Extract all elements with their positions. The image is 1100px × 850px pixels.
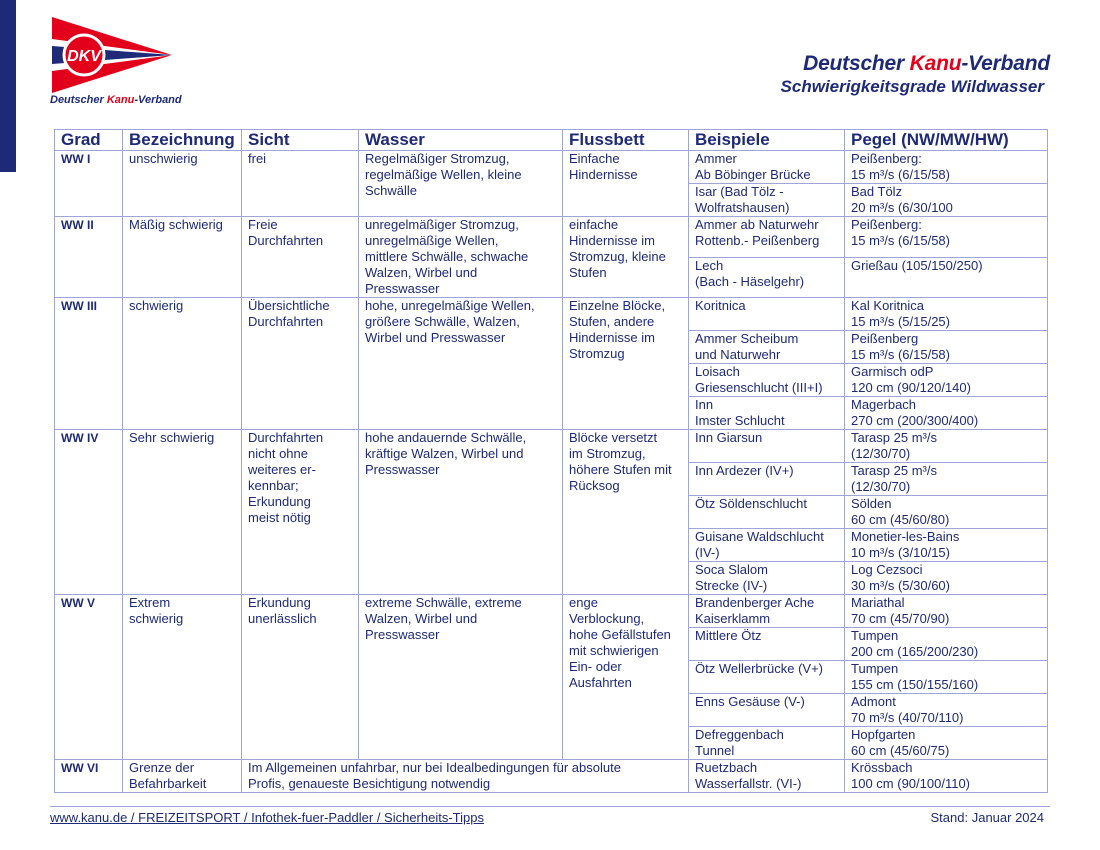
pegel-cell-line: Kal Koritnica	[851, 298, 924, 313]
pegel-cell-line: Tarasp 25 m³/s	[851, 463, 937, 478]
bezeichnung-cell-line: unschwierig	[129, 151, 198, 166]
example-cell-line: (Bach - Häselgehr)	[695, 273, 805, 289]
wasser-cell	[359, 217, 563, 298]
example-cell-line: Rottenb.- Peißenberg	[695, 233, 820, 248]
sicht-cell-line: weiteres er-	[248, 462, 316, 477]
pegel-cell-line: Krössbach	[851, 760, 913, 775]
flussbett-cell-line: hohe Gefällstufen	[569, 627, 671, 642]
sicht-cell-line: Durchfahrten	[248, 314, 324, 329]
example-cell-line: Ammer Scheibum	[695, 331, 799, 346]
flussbett-cell-line: Stromzug	[569, 346, 625, 361]
pegel-cell-line: Bad Tölz	[851, 184, 903, 199]
example-cell-line: Koritnica	[695, 298, 746, 313]
wasser-cell	[359, 430, 563, 595]
sicht-cell-line: frei	[248, 151, 267, 166]
footer-date: Stand: Januar 2024	[930, 810, 1044, 825]
sicht-cell	[242, 595, 359, 760]
bezeichnung-cell	[123, 595, 242, 760]
pegel-cell-line: 60 cm (45/60/80)	[851, 512, 950, 527]
flussbett-cell-line: Hindernisse im	[569, 330, 655, 345]
bezeichnung-cell-line: Grenze der	[129, 760, 195, 775]
pegel-cell	[845, 562, 1048, 595]
flussbett-cell	[563, 217, 689, 298]
difficulty-table	[54, 129, 1048, 793]
wasser-cell-line: kräftige Walzen, Wirbel und	[365, 446, 524, 461]
flussbett-cell	[563, 298, 689, 430]
example-cell	[689, 496, 845, 529]
flussbett-cell-line: einfache	[569, 217, 619, 232]
grade-cell-line: WW V	[61, 596, 95, 610]
pegel-cell-line: Peißenberg:	[851, 151, 922, 166]
bezeichnung-cell-line: Befahrbarkeit	[129, 776, 207, 791]
example-cell	[689, 694, 845, 727]
pegel-cell-line: Tarasp 25 m³/s	[851, 430, 937, 445]
dkv-flag-icon	[50, 15, 175, 95]
document-title: Schwierigkeitsgrade Wildwasser	[780, 77, 1044, 96]
example-cell-line: Ammer ab Naturwehr	[695, 217, 819, 232]
flussbett-cell-line: enge	[569, 595, 598, 610]
pegel-cell-line: Tumpen	[851, 628, 899, 643]
example-cell-line: Tunnel	[695, 743, 735, 758]
wasser-cell-line: größere Schwälle, Walzen,	[365, 314, 520, 329]
grade-cell-line: WW II	[61, 218, 94, 232]
col-header-flussbett: Flussbett	[563, 130, 689, 151]
example-cell	[689, 562, 845, 595]
example-cell-line: Strecke (IV-)	[695, 578, 768, 593]
pegel-cell	[845, 184, 1048, 217]
example-cell	[689, 217, 845, 258]
flussbett-cell	[563, 151, 689, 217]
table-row	[55, 430, 1048, 463]
bezeichnung-cell-line: schwierig	[129, 611, 184, 626]
bezeichnung-cell-line: Sehr schwierig	[129, 430, 215, 445]
logo-caption: Deutscher Kanu-Verband	[50, 94, 182, 106]
wasser-cell-line: Schwälle	[365, 183, 418, 198]
example-cell	[689, 397, 845, 430]
example-cell	[689, 151, 845, 184]
example-cell	[689, 628, 845, 661]
flussbett-cell-line: Hindernisse im	[569, 233, 655, 248]
flussbett-cell	[563, 595, 689, 760]
wasser-cell-line: Presswasser	[365, 281, 440, 296]
example-cell-line: Inn Ardezer (IV+)	[695, 463, 794, 478]
example-cell-line: Guisane Waldschlucht	[695, 529, 824, 544]
pegel-cell-line: Monetier-les-Bains	[851, 529, 960, 544]
bezeichnung-cell-line: Extrem	[129, 595, 171, 610]
example-cell	[689, 529, 845, 562]
pegel-cell-line: Grießau (105/150/250)	[851, 257, 983, 273]
wasser-cell-line: mittlere Schwälle, schwache	[365, 249, 529, 264]
pegel-cell-line: Log Cezsoci	[851, 562, 923, 577]
wasser-cell-line: Presswasser	[365, 627, 440, 642]
description-merged-cell	[242, 760, 689, 793]
pegel-cell-line: Admont	[851, 694, 896, 709]
sicht-cell	[242, 217, 359, 298]
flussbett-cell-line: mit schwierigen	[569, 643, 659, 658]
sidebar-accent-bar	[0, 0, 16, 172]
sicht-cell-line: Erkundung	[248, 595, 311, 610]
wasser-cell-line: Walzen, Wirbel und	[365, 265, 478, 280]
pegel-cell-line: 10 m³/s (3/10/15)	[851, 545, 950, 560]
sicht-cell	[242, 151, 359, 217]
dkv-logo	[50, 15, 182, 107]
wasser-cell-line: regelmäßige Wellen, kleine	[365, 167, 522, 182]
pegel-cell-line: 15 m³/s (6/15/58)	[851, 167, 950, 182]
sicht-cell-line: nicht ohne	[248, 446, 308, 461]
grade-cell-line: WW I	[61, 152, 91, 166]
flussbett-cell-line: Ein- oder	[569, 659, 622, 674]
logo-letters: DKV	[67, 48, 101, 65]
flussbett-cell-line: Stufen, andere	[569, 314, 655, 329]
example-cell-line: Ruetzbach	[695, 760, 758, 775]
example-cell-line: Griesenschlucht (III+I)	[695, 380, 823, 395]
sicht-cell-line: Übersichtliche	[248, 298, 330, 313]
example-cell	[689, 760, 845, 793]
pegel-cell-line: 120 cm (90/120/140)	[851, 380, 971, 395]
pegel-cell	[845, 496, 1048, 529]
pegel-cell-line: (12/30/70)	[851, 479, 911, 494]
example-cell	[689, 595, 845, 628]
flussbett-cell-line: im Stromzug,	[569, 446, 646, 461]
flussbett-cell-line: Stufen	[569, 265, 607, 280]
pegel-cell	[845, 397, 1048, 430]
col-header-bezeichnung: Bezeichnung	[123, 130, 242, 151]
example-cell	[689, 331, 845, 364]
example-cell-line: Ab Böbinger Brücke	[695, 167, 811, 182]
example-cell	[689, 430, 845, 463]
wasser-cell-line: hohe, unregelmäßige Wellen,	[365, 298, 535, 313]
table-row	[55, 298, 1048, 331]
example-cell	[689, 463, 845, 496]
pegel-cell-line: 15 m³/s (6/15/58)	[851, 347, 950, 362]
pegel-cell-line: 70 m³/s (40/70/110)	[851, 710, 964, 725]
footer-link[interactable]: www.kanu.de / FREIZEITSPORT / Infothek-fuer-Paddler / Sicherheits-Tipps	[50, 810, 484, 825]
flussbett-cell-line: Hindernisse	[569, 167, 638, 182]
example-cell-line: Mittlere Ötz	[695, 628, 762, 643]
wasser-cell-line: unregelmäßige Wellen,	[365, 233, 499, 248]
example-cell	[689, 257, 845, 298]
pegel-cell-line: 60 cm (45/60/75)	[851, 743, 950, 758]
pegel-cell-line: 70 cm (45/70/90)	[851, 611, 950, 626]
example-cell-line: (IV-)	[695, 545, 720, 560]
footer-divider	[50, 806, 1050, 807]
example-cell-line: Defreggenbach	[695, 727, 784, 742]
pegel-cell	[845, 727, 1048, 760]
grade-cell	[55, 595, 123, 760]
bezeichnung-cell	[123, 217, 242, 298]
pegel-cell-line: 20 m³/s (6/30/100	[851, 200, 953, 215]
example-cell-line: Loisach	[695, 364, 740, 379]
pegel-cell	[845, 661, 1048, 694]
table-row	[55, 151, 1048, 184]
wasser-cell-line: unregelmäßiger Stromzug,	[365, 217, 519, 232]
pegel-cell	[845, 331, 1048, 364]
col-header-pegel: Pegel (NW/MW/HW)	[845, 130, 1048, 151]
bezeichnung-cell	[123, 151, 242, 217]
grade-cell	[55, 760, 123, 793]
pegel-cell-line: 100 cm (90/100/110)	[851, 776, 970, 791]
wasser-cell-line: Regelmäßiger Stromzug,	[365, 151, 510, 166]
flussbett-cell-line: Blöcke versetzt	[569, 430, 658, 445]
flussbett-cell	[563, 430, 689, 595]
pegel-cell	[845, 217, 1048, 258]
example-cell-line: Brandenberger Ache	[695, 595, 815, 610]
wasser-cell-line: Walzen, Wirbel und	[365, 611, 478, 626]
document-header	[781, 52, 1050, 97]
sicht-cell-line: meist nötig	[248, 510, 311, 525]
pegel-cell-line: 155 cm (150/155/160)	[851, 677, 979, 692]
bezeichnung-cell-line: schwierig	[129, 298, 184, 313]
pegel-cell	[845, 595, 1048, 628]
example-cell-line: Isar (Bad Tölz -	[695, 184, 784, 199]
pegel-cell-line: 15 m³/s (5/15/25)	[851, 314, 950, 329]
pegel-cell-line: Tumpen	[851, 661, 899, 676]
sicht-cell-line: kennbar;	[248, 478, 299, 493]
example-cell-line: Wasserfallstr. (VI-)	[695, 776, 802, 791]
sicht-cell-line: Freie	[248, 217, 278, 232]
pegel-cell-line: 30 m³/s (5/30/60)	[851, 578, 950, 593]
pegel-cell	[845, 151, 1048, 184]
pegel-cell-line: Magerbach	[851, 397, 917, 412]
table-row	[55, 595, 1048, 628]
example-cell	[689, 298, 845, 331]
wasser-cell	[359, 298, 563, 430]
pegel-cell	[845, 298, 1048, 331]
sicht-cell	[242, 298, 359, 430]
pegel-cell-line: Peißenberg:	[851, 217, 922, 232]
pegel-cell	[845, 364, 1048, 397]
flussbett-cell-line: Rücksog	[569, 478, 620, 493]
wasser-cell-line: Wirbel und Presswasser	[365, 330, 506, 345]
example-cell	[689, 364, 845, 397]
bezeichnung-cell	[123, 298, 242, 430]
example-cell	[689, 184, 845, 217]
grade-cell	[55, 151, 123, 217]
pegel-cell	[845, 694, 1048, 727]
pegel-cell-line: 15 m³/s (6/15/58)	[851, 233, 950, 248]
grade-cell-line: WW III	[61, 299, 97, 313]
wasser-cell	[359, 595, 563, 760]
bezeichnung-cell	[123, 760, 242, 793]
table-row	[55, 217, 1048, 258]
pegel-cell	[845, 760, 1048, 793]
grade-cell	[55, 430, 123, 595]
grade-cell	[55, 217, 123, 298]
description-merged-cell-line: Im Allgemeinen unfahrbar, nur bei Idealbedingungen für absolute	[248, 760, 621, 775]
pegel-cell-line: 200 cm (165/200/230)	[851, 644, 979, 659]
pegel-cell	[845, 529, 1048, 562]
flussbett-cell-line: Verblockung,	[569, 611, 645, 626]
pegel-cell-line: Garmisch odP	[851, 364, 934, 379]
example-cell-line: Lech	[695, 257, 724, 273]
grade-cell	[55, 298, 123, 430]
grade-cell-line: WW VI	[61, 761, 99, 775]
description-merged-cell-line: Profis, genaueste Besichtigung notwendig	[248, 776, 491, 791]
wasser-cell-line: Presswasser	[365, 462, 440, 477]
sicht-cell	[242, 430, 359, 595]
example-cell-line: Ammer	[695, 151, 737, 166]
sicht-cell-line: Durchfahrten	[248, 430, 324, 445]
sicht-cell-line: Erkundung	[248, 494, 311, 509]
grade-cell-line: WW IV	[61, 431, 99, 445]
pegel-cell-line: Sölden	[851, 496, 892, 511]
example-cell-line: und Naturwehr	[695, 347, 781, 362]
table-row	[55, 760, 1048, 793]
example-cell-line: Kaiserklamm	[695, 611, 771, 626]
organization-name: Deutscher Kanu-Verband	[803, 52, 1050, 75]
table-header-row	[55, 130, 1048, 151]
sicht-cell-line: unerlässlich	[248, 611, 317, 626]
sicht-cell-line: Durchfahrten	[248, 233, 324, 248]
pegel-cell-line: 270 cm (200/300/400)	[851, 413, 979, 428]
wasser-cell-line: hohe andauernde Schwälle,	[365, 430, 527, 445]
example-cell	[689, 727, 845, 760]
example-cell	[689, 661, 845, 694]
flussbett-cell-line: Einzelne Blöcke,	[569, 298, 666, 313]
flussbett-cell-line: höhere Stufen mit	[569, 462, 672, 477]
example-cell-line: Inn	[695, 397, 714, 412]
example-cell-line: Imster Schlucht	[695, 413, 785, 428]
col-header-beispiele: Beispiele	[689, 130, 845, 151]
example-cell-line: Ötz Söldenschlucht	[695, 496, 808, 511]
wasser-cell	[359, 151, 563, 217]
pegel-cell	[845, 628, 1048, 661]
col-header-wasser: Wasser	[359, 130, 563, 151]
col-header-sicht: Sicht	[242, 130, 359, 151]
pegel-cell-line: Hopfgarten	[851, 727, 916, 742]
example-cell-line: Inn Giarsun	[695, 430, 763, 445]
pegel-cell	[845, 257, 1048, 298]
col-header-grad: Grad	[55, 130, 123, 151]
example-cell-line: Wolfratshausen)	[695, 200, 790, 215]
pegel-cell-line: Peißenberg	[851, 331, 919, 346]
pegel-cell-line: (12/30/70)	[851, 446, 911, 461]
flussbett-cell-line: Einfache	[569, 151, 620, 166]
pegel-cell	[845, 430, 1048, 463]
bezeichnung-cell-line: Mäßig schwierig	[129, 217, 223, 232]
flussbett-cell-line: Stromzug, kleine	[569, 249, 666, 264]
pegel-cell-line: Mariathal	[851, 595, 905, 610]
example-cell-line: Enns Gesäuse (V-)	[695, 694, 805, 709]
example-cell-line: Ötz Wellerbrücke (V+)	[695, 661, 823, 676]
bezeichnung-cell	[123, 430, 242, 595]
example-cell-line: Soca Slalom	[695, 562, 768, 577]
wasser-cell-line: extreme Schwälle, extreme	[365, 595, 522, 610]
flussbett-cell-line: Ausfahrten	[569, 675, 632, 690]
pegel-cell	[845, 463, 1048, 496]
